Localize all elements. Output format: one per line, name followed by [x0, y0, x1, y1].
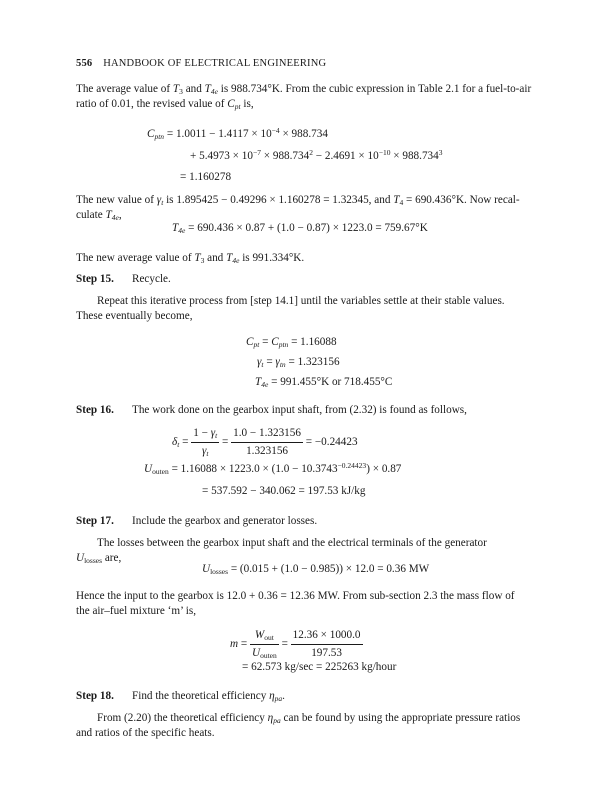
running-header — [76, 58, 326, 69]
equation-t4e: $T_{4e} = 690.436 \times 0.87 + (1.0 - 0.87) \times 1223.0 = 759.67^\circ K$ — [172, 222, 428, 235]
equation-uouten: $U_{outen} = 1.16088 \times 1223.0 \times (1.0 - 10.3743^{-0.24423}) \times 0.87$ — [144, 461, 402, 476]
paragraph-new-average: The new average value of $T_3$ and $T_{4e}$ is 991.334°K. — [76, 252, 305, 265]
equation-mass-flow: m = $\frac{W_{out}}{U_{outen}}$ = $\frac{12.36 \times 1000.0}{197.53}$ — [230, 629, 361, 660]
fraction-delta-numeric: $\frac{1.0 - 1.323156}{1.323156}$ — [233, 427, 301, 457]
step-17-heading: Step 17. Include the gearbox and generator losses. — [76, 515, 318, 527]
running-title: HANDBOOK OF ELECTRICAL ENGINEERING — [103, 58, 327, 69]
equation-uouten-line2: = 537.592 − 340.062 = 197.53 kJ/kg — [202, 485, 366, 497]
paragraph-losses-line2: $U_{losses}$ are, — [76, 552, 122, 565]
paragraph-losses: The losses between the gearbox input shaft and the electrical terminals of the generator — [97, 537, 487, 549]
equation-cptn-line2: + $5.4973 \times 10^{-7} \times 988.734^2 - 2.4691 \times 10^{-10} \times 988.734^3$ — [190, 148, 443, 162]
page-number: 556 — [76, 58, 93, 69]
step-15-heading: Step 15. Recycle. — [76, 273, 171, 285]
paragraph-average-value-line2: ratio of 0.01, the revised value of $C_{pt}$ is, — [76, 98, 254, 111]
fraction-mass-numeric: $\frac{12.36 \times 1000.0}{197.53}$ — [292, 629, 361, 659]
step-16-heading: Step 16. The work done on the gearbox input shaft, from (2.32) is found as follows, — [76, 404, 467, 416]
fraction-delta-symbolic: $\frac{1 - \gamma_t}{\gamma_t}$ — [193, 427, 218, 458]
paragraph-new-gamma-line2: culate $T_{4e}$, — [76, 209, 122, 222]
paragraph-new-gamma: The new value of $\gamma_t$ is 1.895425 − 0.49296 × 1.160278 = 1.32345, and $T_4 = 690.436^\circ K$. Now recal- — [76, 194, 520, 207]
equation-stable-gamma: $\gamma_t = \gamma_{tn} = 1.323156$ — [257, 356, 340, 369]
equation-ulosses: $U_{losses} = (0.015 + (1.0 - 0.985)) \times 12.0 = 0.36$ MW — [202, 563, 430, 576]
paragraph-gearbox-input-line2: the air–fuel mixture ‘m’ is, — [76, 605, 197, 617]
equation-stable-t4e: $T_{4e} = 991.455^\circ K$ or 718.455°C — [255, 376, 393, 389]
paragraph-gearbox-input: Hence the input to the gearbox is 12.0 + 0.36 = 12.36 MW. From sub-section 2.3 the mass flow of — [76, 590, 515, 602]
equation-delta: $\delta_t$ = $\frac{1 - \gamma_t}{\gamma_t}$ = $\frac{1.0 - 1.323156}{1.323156}$ = −0.24423 — [172, 427, 358, 458]
paragraph-average-value: The average value of $T_3$ and $T_{4e}$ is 988.734°K. From the cubic expression in Table 2.1 for a fuel-to-air — [76, 83, 532, 96]
fraction-mass-symbolic: $\frac{W_{out}}{U_{outen}}$ — [252, 629, 277, 660]
paragraph-repeat: Repeat this iterative process from [step 14.1] until the variables settle at their stable values. — [97, 295, 505, 307]
equation-cptn-line1: $C_{ptn} = 1.0011 - 1.4117 \times 10^{-4} \times 988.734$ — [147, 126, 328, 141]
paragraph-efficiency-line2: and ratios of the specific heats. — [76, 727, 215, 739]
equation-mass-flow-line2: = 62.573 kg/sec = 225263 kg/hour — [242, 661, 397, 673]
paragraph-efficiency: From (2.20) the theoretical efficiency $\eta_{pa}$ can be found by using the appropriate pressure ratios — [97, 712, 521, 725]
paragraph-repeat-line2: These eventually become, — [76, 310, 193, 322]
step-18-heading: Step 18. Find the theoretical efficiency $\eta_{pa}$. — [76, 690, 285, 703]
equation-stable-cpt: $C_{pt} = C_{ptn} = 1.16088$ — [246, 336, 337, 349]
equation-cptn-line3: = 1.160278 — [180, 171, 232, 183]
